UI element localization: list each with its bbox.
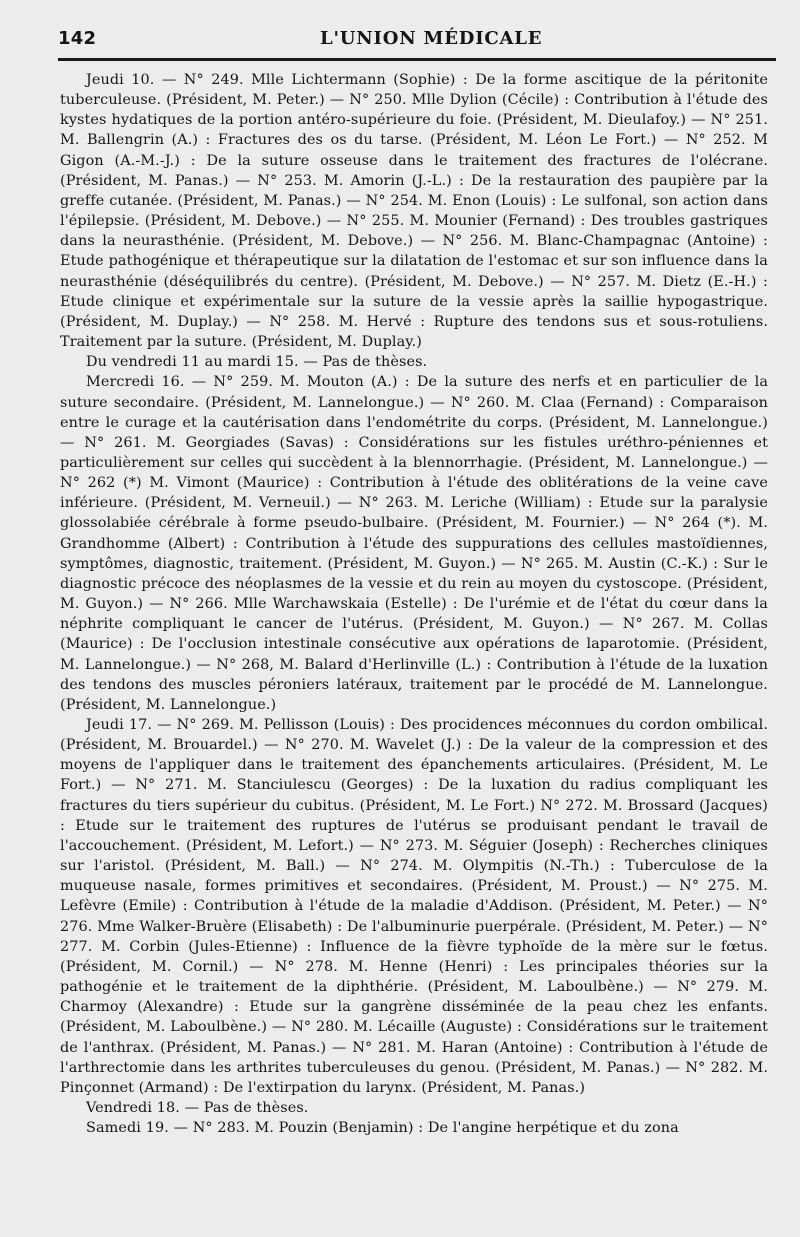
paragraph-jeudi-17: Jeudi 17. — N° 269. M. Pellisson (Louis) : Des procidences méconnues du cordon ombilical. (Président, M. Brouardel.) — N° 270. M. Wavelet (J.) : De la valeur de la compression et des moyens de l'appliquer dans le traitement des épanchements articulaires. (Président, M. Le Fort.) — N° 271. M. Stanciulescu (Georges) : De la luxation du radius compliquant les fractures du tiers supérieur du cubitus. (Président, M. Le Fort.) N° 272. M. Brossard (Jacques) : Etude sur le traitement des ruptures de l'utérus se produisant pendant le travail de l'accouchement. (Président, M. Lefort.) — N° 273. M. Séguier (Joseph) : Recherches cliniques sur l'aristol. (Président, M. Ball.) — N° 274. M. Olympitis (N.-Th.) : Tuberculose de la muqueuse nasale, formes primitives et secondaires. (Président, M. Proust.) — N° 275. M. Lefèvre (Emile) : Contribution à l'étude de la maladie d'Addison. (Président, M. Peter.) — N° 276. Mme Walker-Bruère (Elisabeth) : De l'albuminurie puerpérale. (Président, M. Peter.) — N° 277. M. Corbin (Jules-Etienne) : Influence de la fièvre typhoïde de la mère sur le fœtus. (Président, M. Cornil.) — N° 278. M. Henne (Henri) : Les principales théories sur la pathogénie et le traitement de la diphthérie. (Président, M. Laboulbène.) — N° 279. M. Charmoy (Alexandre) : Etude sur la gangrène disséminée de la peau chez les enfants. (Président, M. Laboulbène.) — N° 280. M. Lécaille (Auguste) : Considérations sur le traitement de l'anthrax. (Président, M. Panas.) — N° 281. M. Haran (Antoine) : Contribution à l'étude de l'arthrectomie dans les arthrites tuberculeuses du genou. (Président, M. Panas.) — N° 282. M. Pinçonnet (Armand) : De l'extirpation du larynx. (Président, M. Panas.) (60, 717, 768, 1096)
page-number: 142 (58, 28, 97, 49)
paragraph-vendredi-11-mardi-15: Du vendredi 11 au mardi 15. — Pas de thèses. (86, 354, 428, 371)
page-header (58, 28, 776, 58)
paragraph-vendredi-18: Vendredi 18. — Pas de thèses. (86, 1099, 309, 1116)
paragraph-jeudi-10: Jeudi 10. — N° 249. Mlle Lichtermann (Sophie) : De la forme ascitique de la péritonite tuberculeuse. (Président, M. Peter.) — N° 250. Mlle Dylion (Cécile) : Contribution à l'étude des kystes hydatiques de la portion antéro-supérieure du foie. (Président, M. Dieulafoy.) — N° 251. M. Ballengrin (A.) : Fractures des os du tarse. (Président, M. Léon Le Fort.) — N° 252. M Gigon (A.-M.-J.) : De la suture osseuse dans le traitement des fractures de l'olécrane. (Président, M. Panas.) — N° 253. M. Amorin (J.-L.) : De la restauration des paupière par la greffe cutanée. (Président, M. Panas.) — N° 254. M. Enon (Louis) : Le sulfonal, son action dans l'épilepsie. (Président, M. Debove.) — N° 255. M. Mounier (Fernand) : Des troubles gastriques dans la neurasthénie. (Président, M. Debove.) — N° 256. M. Blanc-Champagnac (Antoine) : Etude pathogénique et thérapeutique sur la dilatation de l'estomac et sur son influence dans la neurasthénie (déséquilibrés du centre). (Président, M. Debove.) — N° 257. M. Dietz (E.-H.) : Etude clinique et expérimentale sur la suture de la vessie après la saillie hypogastrique. (Président, M. Duplay.) — N° 258. M. Hervé : Rupture des tendons sus et sous-rotuliens. Traitement par la suture. (Président, M. Duplay.) (60, 72, 768, 351)
body-text (60, 70, 768, 1138)
paragraph-samedi-19: Samedi 19. — N° 283. M. Pouzin (Benjamin) : De l'angine herpétique et du zona (86, 1120, 679, 1137)
paragraph-mercredi-16: Mercredi 16. — N° 259. M. Mouton (A.) : De la suture des nerfs et en particulier de la suture secondaire. (Président, M. Lannelongue.) — N° 260. M. Claa (Fernand) : Comparaison entre le curage et la cautérisation dans l'endométrite du corps. (Président, M. Lannelongue.) — N° 261. M. Georgiades (Savas) : Considérations sur les fistules uréthro-péniennes et particulièrement sur celles qui succèdent à la blennorrhagie. (Président, M. Lannelongue.) — N° 262 (*) M. Vimont (Maurice) : Contribution à l'étude des oblitérations de la veine cave inférieure. (Président, M. Verneuil.) — N° 263. M. Leriche (William) : Etude sur la paralysie glossolabiée cérébrale à forme pseudo-bulbaire. (Président, M. Fournier.) — N° 264 (*). M. Grandhomme (Albert) : Contribution à l'étude des suppurations des cellules mastoïdiennes, symptômes, diagnostic, traitement. (Président, M. Guyon.) — N° 265. M. Austin (C.-K.) : Sur le diagnostic précoce des néoplasmes de la vessie et du rein au moyen du cystoscope. (Président, M. Guyon.) — N° 266. Mlle Warchawskaia (Estelle) : De l'urémie et de l'état du cœur dans la néphrite compliquant le cancer de l'utérus. (Président, M. Guyon.) — N° 267. M. Collas (Maurice) : De l'occlusion intestinale consécutive aux opérations de laparotomie. (Président, M. Lannelongue.) — N° 268, M. Balard d'Herlinville (L.) : Contribution à l'étude de la luxation des tendons des muscles péroniers latéraux, traitement par le procédé de M. Lannelongue. (Président, M. Lannelongue.) (60, 374, 768, 713)
header-rule (58, 58, 776, 61)
running-title: L'UNION MÉDICALE (320, 28, 543, 49)
